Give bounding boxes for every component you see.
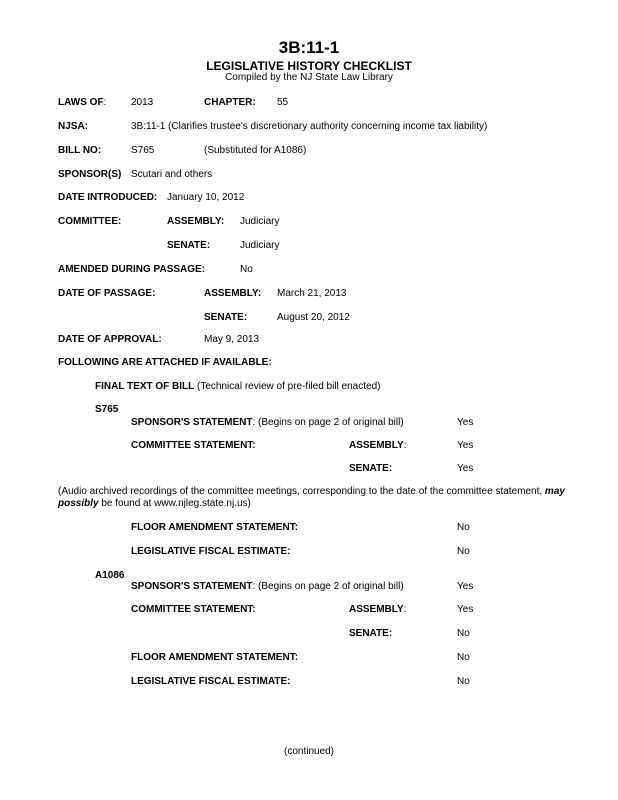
chapter-label: CHAPTER: [204, 97, 256, 108]
a1086-fiscal-estimate-value: No [457, 676, 470, 687]
s765-fiscal-estimate-label: LEGISLATIVE FISCAL ESTIMATE: [131, 546, 291, 557]
committee-assembly-value: Judiciary [240, 216, 280, 227]
a1086-fiscal-estimate-label: LEGISLATIVE FISCAL ESTIMATE: [131, 676, 291, 687]
date-introduced-value: January 10, 2012 [167, 192, 245, 203]
s765-heading: S765 [95, 404, 119, 415]
bill-no-substituted: (Substituted for A1086) [204, 145, 307, 156]
laws-of-label: LAWS OF: [58, 97, 107, 108]
date-introduced-label: DATE INTRODUCED: [58, 192, 158, 203]
amended-label: AMENDED DURING PASSAGE: [58, 264, 206, 275]
s765-fiscal-estimate-value: No [457, 546, 470, 557]
committee-senate-value: Judiciary [240, 240, 280, 251]
page-title: LEGISLATIVE HISTORY CHECKLIST [206, 59, 412, 73]
s765-sponsor-statement-value: Yes [457, 417, 474, 428]
njsa-label: NJSA: [58, 121, 89, 132]
bill-no-value: S765 [131, 145, 155, 156]
s765-sponsor-statement: SPONSOR'S STATEMENT: (Begins on page 2 of original bill) [131, 417, 404, 428]
s765-senate-value: Yes [457, 463, 474, 474]
s765-assembly-label: ASSEMBLY: [349, 440, 407, 451]
s765-assembly-value: Yes [457, 440, 474, 451]
a1086-floor-amendment-label: FLOOR AMENDMENT STATEMENT: [131, 652, 299, 663]
a1086-floor-amendment-value: No [457, 652, 470, 663]
committee-senate-label: SENATE: [167, 240, 211, 251]
s765-committee-statement-label: COMMITTEE STATEMENT: [131, 440, 256, 451]
date-of-approval-value: May 9, 2013 [204, 334, 260, 345]
a1086-senate-value: No [457, 628, 470, 639]
committee-assembly-label: ASSEMBLY: [167, 216, 225, 227]
a1086-sponsor-statement-value: Yes [457, 581, 474, 592]
s765-floor-amendment-label: FLOOR AMENDMENT STATEMENT: [131, 522, 299, 533]
date-of-passage-label: DATE OF PASSAGE: [58, 288, 156, 299]
committee-label: COMMITTEE: [58, 216, 122, 227]
section-number: 3B:11-1 [278, 38, 340, 57]
a1086-heading: A1086 [95, 570, 125, 581]
a1086-senate-label: SENATE: [349, 628, 393, 639]
sponsors-value: Scutari and others [131, 169, 213, 180]
laws-of-value: 2013 [131, 97, 154, 108]
final-text-of-bill: FINAL TEXT OF BILL (Technical review of pre-filed bill enacted) [95, 381, 381, 392]
a1086-committee-statement-label: COMMITTEE STATEMENT: [131, 604, 256, 615]
s765-senate-label: SENATE: [349, 463, 393, 474]
a1086-sponsor-statement: SPONSOR'S STATEMENT: (Begins on page 2 of original bill) [131, 581, 404, 592]
audio-recordings-note: (Audio archived recordings of the committee meetings, corresponding to the date of the committee statement, may possibly be found at www.njleg.state.nj.us) [58, 486, 565, 509]
continued-footer: (continued) [283, 746, 335, 757]
passage-assembly-label: ASSEMBLY: [204, 288, 262, 299]
passage-assembly-value: March 21, 2013 [277, 288, 347, 299]
njsa-value: 3B:11-1 (Clarifies trustee's discretionary authority concerning income tax liability) [131, 121, 488, 132]
s765-floor-amendment-value: No [457, 522, 470, 533]
date-of-approval-label: DATE OF APPROVAL: [58, 334, 162, 345]
sponsors-label: SPONSOR(S) [58, 169, 122, 180]
a1086-assembly-label: ASSEMBLY: [349, 604, 407, 615]
passage-senate-label: SENATE: [204, 312, 248, 323]
passage-senate-value: August 20, 2012 [277, 312, 350, 323]
bill-no-label: BILL NO: [58, 145, 102, 156]
a1086-assembly-value: Yes [457, 604, 474, 615]
chapter-value: 55 [277, 97, 289, 108]
attached-heading: FOLLOWING ARE ATTACHED IF AVAILABLE: [58, 357, 272, 368]
compiled-by: Compiled by the NJ State Law Library [225, 72, 393, 83]
amended-value: No [240, 264, 253, 275]
